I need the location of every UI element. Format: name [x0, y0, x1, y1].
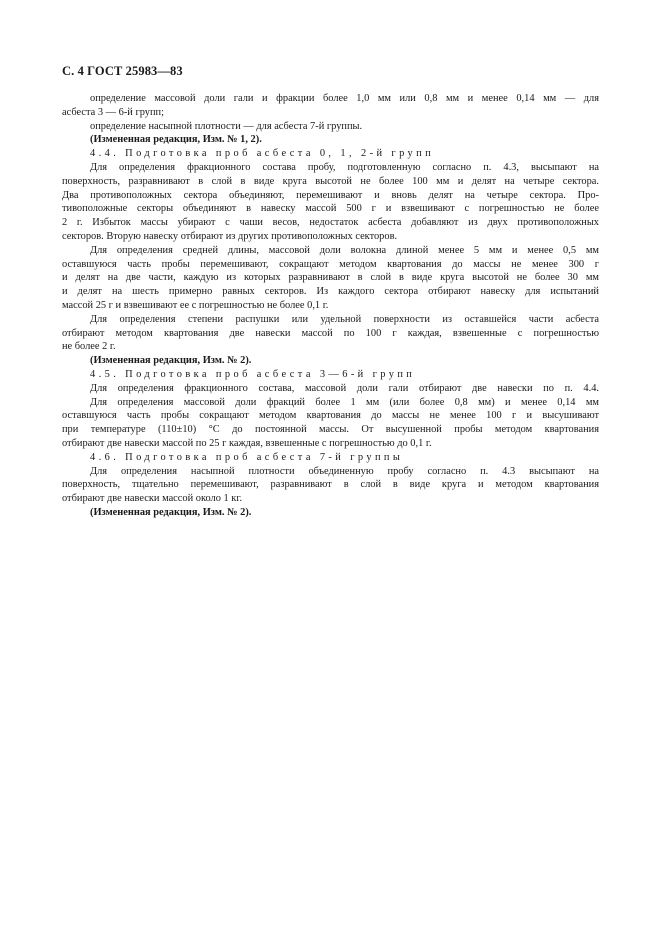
text-line: Для определения фракционного состава, массовой доли гали отбирают две навески по п. 4.4. — [90, 382, 599, 394]
text-line: (Измененная редакция, Изм. № 2). — [90, 506, 252, 518]
text-line: (Измененная редакция, Изм. № 2). — [90, 355, 252, 367]
text-line: Для определения массовой доли фракций более 1 мм (или более 0,8 мм) и менее 0,14 мм — [90, 396, 599, 408]
text-line: асбеста 3 — 6-й групп; — [62, 106, 164, 118]
text-line: отбирают методом квартования две навески массой по 100 г каждая, взвешенные с погрешностью — [62, 327, 599, 339]
text-line: Для определения степени распушки или удельной поверхности из оставшейся части асбеста — [90, 313, 599, 325]
text-line: отбирают две навески массой около 1 кг. — [62, 493, 243, 505]
page-header: С. 4 ГОСТ 25983—83 — [62, 64, 183, 78]
text-line: поверхность, разравнивают в слой в виде круга высотой не более 100 мм и делят на четыре сектора. — [62, 175, 599, 187]
text-line: 4.5. Подготовка проб асбеста 3—6-й групп — [90, 368, 416, 380]
text-line: 2 г. Избыток массы убирают с чаши весов, недостаток асбеста добавляют из двух противоположных — [62, 217, 599, 229]
text-line: Для определения фракционного состава пробу, подготовленную согласно п. 4.3, высыпают на — [90, 161, 599, 173]
text-line: секторов. Вторую навеску отбирают из других противоположных секторов. — [62, 230, 398, 242]
text-line: определение массовой доли гали и фракции более 1,0 мм или 0,8 мм и менее 0,14 мм — для — [90, 93, 599, 104]
text-line: Для определения насыпной плотности объединенную пробу согласно п. 4.3 высыпают на — [90, 465, 599, 477]
text-line: оставшуюся часть пробы перемешивают, сокращают методом квартования до массы не менее 300 г — [62, 258, 599, 270]
text-line: 4.4. Подготовка проб асбеста 0, 1, 2-й групп — [90, 148, 435, 160]
text-line: при температуре (110±10) °С до постоянной массы. От высушенной пробы методом квартования — [62, 424, 599, 436]
text-line: и делят на шесть примерно равных секторов. Из каждого сектора отбирают навеску для испытаний — [62, 286, 599, 298]
text-line: (Измененная редакция, Изм. № 1, 2). — [90, 134, 262, 146]
text-line: отбирают две навески массой по 25 г каждая, взвешенные с погрешностью до 0,1 г. — [62, 437, 432, 449]
text-line: не более 2 г. — [62, 341, 116, 353]
text-line: Два противоположных сектора объединяют, перемешивают и вновь делят на четыре сектора. Про- — [62, 189, 599, 201]
text-line: 4.6. Подготовка проб асбеста 7-й группы — [90, 451, 404, 463]
text-line: массой 25 г и взвешивают ее с погрешностью не более 0,1 г. — [62, 299, 329, 311]
text-line: определение насыпной плотности — для асбеста 7-й группы. — [90, 120, 363, 132]
text-line: Для определения средней длины, массовой доли волокна длиной менее 5 мм и менее 0,5 мм — [90, 244, 599, 256]
text-line: тивоположные секторы объединяют в навеску массой 500 г и взвешивают с погрешностью не более — [62, 203, 599, 215]
text-line: оставшуюся часть пробы сокращают методом квартования до массы не менее 100 г и высушивают — [62, 410, 599, 422]
text-line: поверхность, тщательно перемешивают, разравнивают в слой в виде круга и методом квартования — [62, 479, 599, 491]
document-body — [62, 92, 599, 520]
text-line: и делят на две части, каждую из которых разравнивают в слой в виде круга высотой не более 30 мм — [62, 272, 599, 284]
